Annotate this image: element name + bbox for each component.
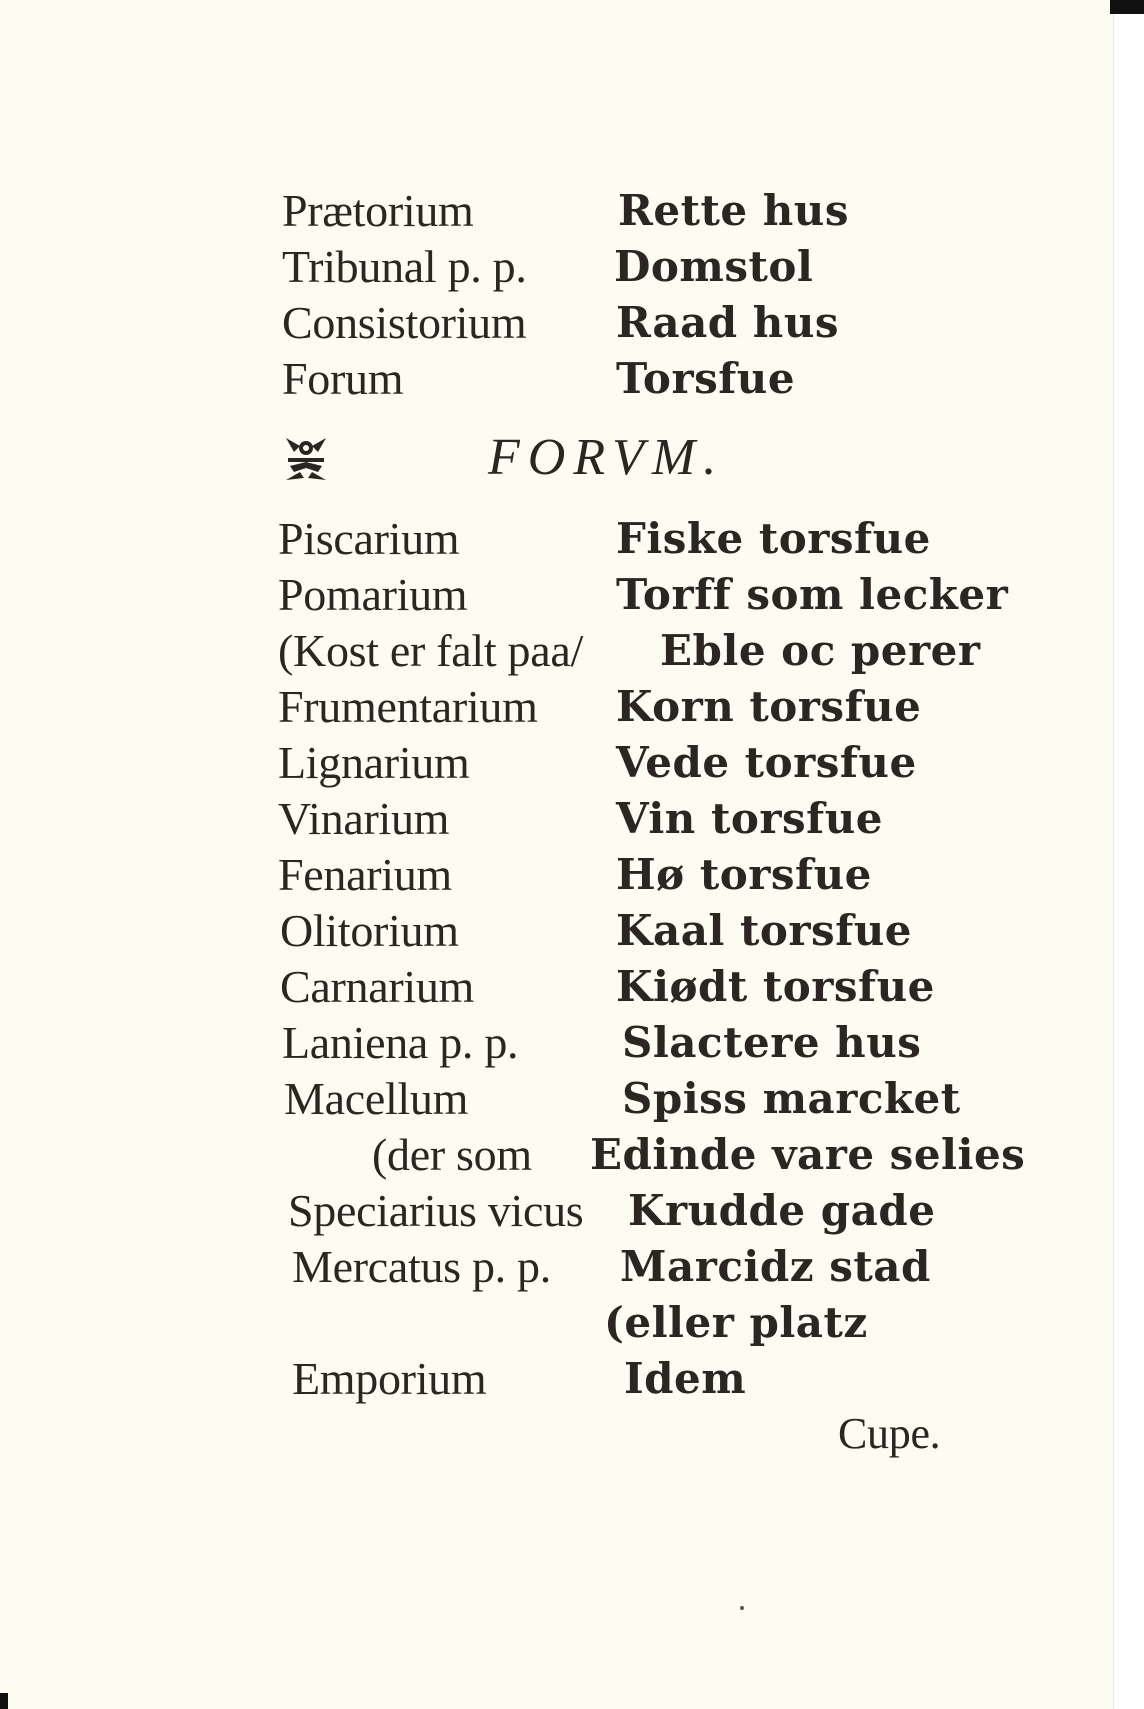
danish-term: Marcidz stad — [620, 1242, 931, 1291]
latin-term: Macellum — [284, 1073, 469, 1124]
danish-term: Vede torsfue — [616, 738, 917, 787]
section-heading: FORVM. — [488, 429, 725, 486]
danish-term: Vin torsfue — [616, 794, 883, 843]
danish-term: Korn torsfue — [616, 682, 922, 731]
latin-term: Tribunal p. p. — [282, 241, 527, 292]
danish-term: Fiske torsfue — [616, 514, 931, 563]
latin-term: Prætorium — [282, 185, 474, 236]
danish-term: Rette hus — [618, 186, 849, 235]
scan-corner-mark-top — [1110, 0, 1144, 14]
danish-term: Raad hus — [616, 298, 840, 347]
latin-term: Olitorium — [280, 905, 459, 956]
danish-term: Kaal torsfue — [616, 906, 913, 955]
danish-term: Eble oc perer — [660, 626, 981, 675]
latin-term: (der som — [372, 1129, 532, 1180]
danish-term: (eller platz — [604, 1298, 868, 1347]
latin-term: Piscarium — [278, 513, 460, 564]
section-heading-row — [280, 428, 800, 492]
latin-term: Mercatus p. p. — [292, 1241, 551, 1292]
latin-term: Speciarius vicus — [288, 1185, 584, 1236]
latin-term: Laniena p. p. — [282, 1017, 519, 1068]
danish-term: Krudde gade — [628, 1186, 936, 1235]
latin-term: Fenarium — [278, 849, 452, 900]
danish-term: Domstol — [614, 242, 814, 291]
latin-term: (Kost er falt paa/ — [278, 625, 583, 676]
latin-term: Emporium — [292, 1353, 487, 1404]
latin-term: Vinarium — [278, 793, 450, 844]
latin-term: Forum — [282, 353, 404, 404]
danish-term: Edinde vare selies — [590, 1130, 1026, 1179]
fleuron-icon — [280, 432, 332, 484]
danish-term: Torsfue — [616, 354, 796, 403]
latin-term: Pomarium — [278, 569, 468, 620]
danish-term: Hø torsfue — [616, 850, 872, 899]
latin-term: Frumentarium — [278, 681, 538, 732]
danish-term: Spiss marcket — [622, 1074, 961, 1123]
latin-term: Carnarium — [280, 961, 475, 1012]
page-edge — [1113, 0, 1144, 1709]
danish-term: Torff som lecker — [616, 570, 1009, 619]
latin-term: Lignarium — [278, 737, 470, 788]
scan-corner-mark-bottom — [0, 1693, 8, 1709]
danish-term: Kiødt torsfue — [616, 962, 935, 1011]
danish-term: Slactere hus — [622, 1018, 922, 1067]
stray-ink-dot — [740, 1606, 744, 1610]
latin-term: Consistorium — [282, 297, 527, 348]
catchword: Cupe. — [838, 1409, 941, 1458]
danish-term: Idem — [624, 1354, 747, 1403]
